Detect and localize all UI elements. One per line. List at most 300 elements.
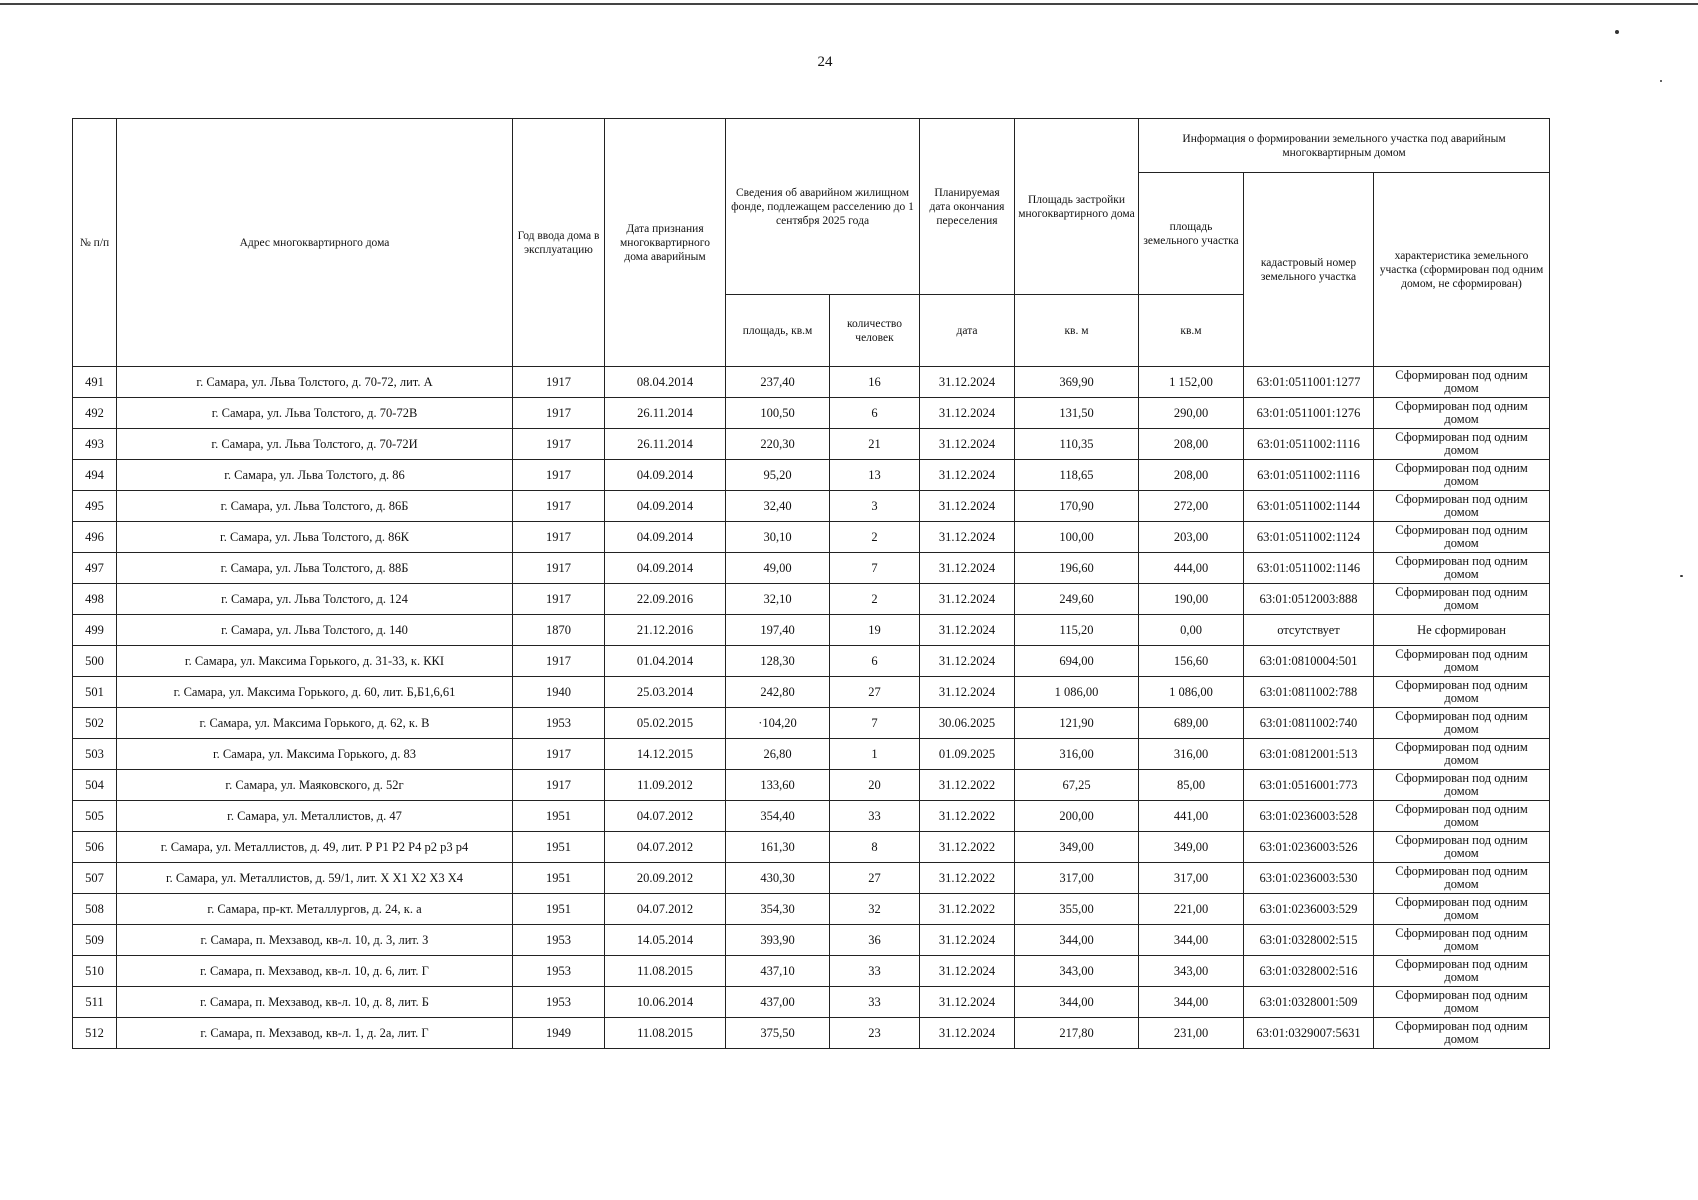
row-land-status bbox=[1374, 367, 1550, 398]
row-building-area: 343,00 bbox=[1015, 956, 1139, 987]
row-recognized-date: 04.07.2012 bbox=[605, 832, 726, 863]
row-building-area: 121,90 bbox=[1015, 708, 1139, 739]
header-land-info: Информация о формировании земельного участка под аварийным многоквартирным домом bbox=[1139, 119, 1550, 173]
row-land-status-text: Сформирован под одним bbox=[1395, 523, 1528, 537]
row-land-status-text: Сформирован под одним bbox=[1395, 399, 1528, 413]
row-land-area: 156,60 bbox=[1139, 646, 1244, 677]
row-land-status bbox=[1374, 615, 1550, 646]
row-number: 511 bbox=[73, 987, 117, 1018]
scan-speck bbox=[1680, 575, 1683, 577]
header-address: Адрес многоквартирного дома bbox=[117, 119, 513, 367]
row-people: 6 bbox=[830, 646, 920, 677]
row-address: г. Самара, ул. Льва Толстого, д. 124 bbox=[117, 584, 513, 615]
table-row bbox=[73, 801, 1550, 832]
header-building-area-unit: кв. м bbox=[1015, 295, 1139, 367]
row-land-status-text: Не сформирован bbox=[1417, 622, 1506, 637]
row-address: г. Самара, ул. Льва Толстого, д. 86 bbox=[117, 460, 513, 491]
row-year: 1951 bbox=[513, 863, 605, 894]
row-land-status-text: Сформирован под одним bbox=[1395, 492, 1528, 506]
row-number: 502 bbox=[73, 708, 117, 739]
row-address: г. Самара, ул. Металлистов, д. 49, лит. Р Р1 Р2 Р4 р2 р3 р4 bbox=[117, 832, 513, 863]
row-area: 95,20 bbox=[726, 460, 830, 491]
row-people: 3 bbox=[830, 491, 920, 522]
row-area: 220,30 bbox=[726, 429, 830, 460]
row-end-date: 01.09.2025 bbox=[920, 739, 1015, 770]
row-address: г. Самара, ул. Льва Толстого, д. 86Б bbox=[117, 491, 513, 522]
row-cadastral: 63:01:0511002:1124 bbox=[1244, 522, 1374, 553]
row-land-area: 1 086,00 bbox=[1139, 677, 1244, 708]
row-year: 1917 bbox=[513, 584, 605, 615]
row-land-status-text: домом bbox=[1444, 846, 1479, 860]
row-land-area: 208,00 bbox=[1139, 429, 1244, 460]
row-area: 237,40 bbox=[726, 367, 830, 398]
row-number: 498 bbox=[73, 584, 117, 615]
row-address: г. Самара, ул. Льва Толстого, д. 140 bbox=[117, 615, 513, 646]
row-land-area: 317,00 bbox=[1139, 863, 1244, 894]
row-number: 497 bbox=[73, 553, 117, 584]
table-row bbox=[73, 956, 1550, 987]
row-area: 375,50 bbox=[726, 1018, 830, 1049]
row-building-area: 316,00 bbox=[1015, 739, 1139, 770]
row-land-status bbox=[1374, 398, 1550, 429]
row-recognized-date: 14.12.2015 bbox=[605, 739, 726, 770]
row-area: 430,30 bbox=[726, 863, 830, 894]
row-land-status-text: домом bbox=[1444, 784, 1479, 798]
row-recognized-date: 11.08.2015 bbox=[605, 1018, 726, 1049]
row-year: 1870 bbox=[513, 615, 605, 646]
row-recognized-date: 04.09.2014 bbox=[605, 553, 726, 584]
row-address: г. Самара, п. Мехзавод, кв-л. 10, д. 6, лит. Г bbox=[117, 956, 513, 987]
row-cadastral: 63:01:0516001:773 bbox=[1244, 770, 1374, 801]
row-building-area: 200,00 bbox=[1015, 801, 1139, 832]
table-row bbox=[73, 491, 1550, 522]
row-cadastral: 63:01:0811002:788 bbox=[1244, 677, 1374, 708]
row-cadastral: 63:01:0236003:526 bbox=[1244, 832, 1374, 863]
row-land-area: 231,00 bbox=[1139, 1018, 1244, 1049]
row-cadastral: 63:01:0511002:1146 bbox=[1244, 553, 1374, 584]
row-cadastral: 63:01:0511001:1276 bbox=[1244, 398, 1374, 429]
row-number: 504 bbox=[73, 770, 117, 801]
row-cadastral: 63:01:0328001:509 bbox=[1244, 987, 1374, 1018]
row-cadastral: 63:01:0329007:5631 bbox=[1244, 1018, 1374, 1049]
row-building-area: 344,00 bbox=[1015, 987, 1139, 1018]
table-row bbox=[73, 708, 1550, 739]
row-people: 23 bbox=[830, 1018, 920, 1049]
row-land-status-text: домом bbox=[1444, 877, 1479, 891]
row-land-status-text: домом bbox=[1444, 443, 1479, 457]
row-address: г. Самара, п. Мехзавод, кв-л. 10, д. 3, лит. З bbox=[117, 925, 513, 956]
row-people: 16 bbox=[830, 367, 920, 398]
row-number: 512 bbox=[73, 1018, 117, 1049]
row-number: 491 bbox=[73, 367, 117, 398]
row-area: 128,30 bbox=[726, 646, 830, 677]
row-land-area: 344,00 bbox=[1139, 925, 1244, 956]
header-cadastral: кадастровый номер земельного участка bbox=[1244, 173, 1374, 367]
row-land-status-text: Сформирован под одним bbox=[1395, 430, 1528, 444]
row-cadastral: 63:01:0236003:529 bbox=[1244, 894, 1374, 925]
row-number: 492 bbox=[73, 398, 117, 429]
row-recognized-date: 04.09.2014 bbox=[605, 460, 726, 491]
row-address: г. Самара, ул. Максима Горького, д. 62, к. В bbox=[117, 708, 513, 739]
row-land-status-text: домом bbox=[1444, 412, 1479, 426]
row-area: 354,40 bbox=[726, 801, 830, 832]
row-land-status-text: Сформирован под одним bbox=[1395, 740, 1528, 754]
row-land-area: 221,00 bbox=[1139, 894, 1244, 925]
row-land-status bbox=[1374, 646, 1550, 677]
row-people: 27 bbox=[830, 677, 920, 708]
row-building-area: 355,00 bbox=[1015, 894, 1139, 925]
row-area: 100,50 bbox=[726, 398, 830, 429]
row-number: 507 bbox=[73, 863, 117, 894]
row-end-date: 31.12.2024 bbox=[920, 987, 1015, 1018]
row-address: г. Самара, ул. Металлистов, д. 47 bbox=[117, 801, 513, 832]
row-building-area: 196,60 bbox=[1015, 553, 1139, 584]
row-recognized-date: 04.09.2014 bbox=[605, 491, 726, 522]
row-people: 19 bbox=[830, 615, 920, 646]
table-row bbox=[73, 1018, 1550, 1049]
page-number: 24 bbox=[817, 54, 833, 70]
row-people: 33 bbox=[830, 801, 920, 832]
row-land-status bbox=[1374, 863, 1550, 894]
row-land-status-text: домом bbox=[1444, 1032, 1479, 1046]
row-address: г. Самара, пр-кт. Металлургов, д. 24, к. а bbox=[117, 894, 513, 925]
row-land-status bbox=[1374, 522, 1550, 553]
header-land-area-unit: кв.м bbox=[1139, 295, 1244, 367]
row-land-status-text: Сформирован под одним bbox=[1395, 988, 1528, 1002]
row-recognized-date: 08.04.2014 bbox=[605, 367, 726, 398]
row-land-area: 1 152,00 bbox=[1139, 367, 1244, 398]
row-land-area: 0,00 bbox=[1139, 615, 1244, 646]
row-cadastral: 63:01:0511002:1116 bbox=[1244, 429, 1374, 460]
row-number: 506 bbox=[73, 832, 117, 863]
row-recognized-date: 26.11.2014 bbox=[605, 398, 726, 429]
row-recognized-date: 04.09.2014 bbox=[605, 522, 726, 553]
row-building-area: 694,00 bbox=[1015, 646, 1139, 677]
row-land-status bbox=[1374, 1018, 1550, 1049]
header-date: дата bbox=[920, 295, 1015, 367]
row-people: 2 bbox=[830, 584, 920, 615]
row-year: 1917 bbox=[513, 460, 605, 491]
row-land-status-text: домом bbox=[1444, 536, 1479, 550]
row-area: 32,40 bbox=[726, 491, 830, 522]
table-row bbox=[73, 398, 1550, 429]
row-number: 503 bbox=[73, 739, 117, 770]
row-address: г. Самара, ул. Льва Толстого, д. 86К bbox=[117, 522, 513, 553]
table-row bbox=[73, 863, 1550, 894]
row-year: 1953 bbox=[513, 987, 605, 1018]
row-building-area: 131,50 bbox=[1015, 398, 1139, 429]
row-recognized-date: 21.12.2016 bbox=[605, 615, 726, 646]
row-area: 161,30 bbox=[726, 832, 830, 863]
header-fund-info: Сведения об аварийном жилищном фонде, подлежащем расселению до 1 сентября 2025 года bbox=[726, 119, 920, 295]
scan-speck bbox=[1615, 30, 1619, 34]
row-land-area: 290,00 bbox=[1139, 398, 1244, 429]
row-land-status bbox=[1374, 584, 1550, 615]
row-recognized-date: 10.06.2014 bbox=[605, 987, 726, 1018]
row-land-status-text: домом bbox=[1444, 970, 1479, 984]
row-land-status-text: Сформирован под одним bbox=[1395, 678, 1528, 692]
row-land-status bbox=[1374, 894, 1550, 925]
header-land-status: характеристика земельного участка (сформирован под одним домом, не сформирован) bbox=[1374, 173, 1550, 367]
row-cadastral: отсутствует bbox=[1244, 615, 1374, 646]
row-end-date: 31.12.2022 bbox=[920, 770, 1015, 801]
row-recognized-date: 04.07.2012 bbox=[605, 894, 726, 925]
row-land-area: 190,00 bbox=[1139, 584, 1244, 615]
row-land-area: 316,00 bbox=[1139, 739, 1244, 770]
row-number: 499 bbox=[73, 615, 117, 646]
row-end-date: 31.12.2024 bbox=[920, 956, 1015, 987]
row-end-date: 30.06.2025 bbox=[920, 708, 1015, 739]
row-recognized-date: 11.09.2012 bbox=[605, 770, 726, 801]
row-recognized-date: 05.02.2015 bbox=[605, 708, 726, 739]
row-year: 1917 bbox=[513, 429, 605, 460]
emergency-housing-table bbox=[72, 118, 1550, 1049]
row-year: 1953 bbox=[513, 925, 605, 956]
row-number: 500 bbox=[73, 646, 117, 677]
row-area: ·104,20 bbox=[726, 708, 830, 739]
row-land-status bbox=[1374, 956, 1550, 987]
row-area: 133,60 bbox=[726, 770, 830, 801]
row-people: 7 bbox=[830, 553, 920, 584]
row-land-area: 343,00 bbox=[1139, 956, 1244, 987]
table-row bbox=[73, 832, 1550, 863]
row-area: 242,80 bbox=[726, 677, 830, 708]
row-land-status-text: домом bbox=[1444, 598, 1479, 612]
row-number: 493 bbox=[73, 429, 117, 460]
row-land-status-text: Сформирован под одним bbox=[1395, 864, 1528, 878]
row-land-area: 85,00 bbox=[1139, 770, 1244, 801]
row-land-status-text: домом bbox=[1444, 474, 1479, 488]
row-end-date: 31.12.2024 bbox=[920, 460, 1015, 491]
row-year: 1917 bbox=[513, 646, 605, 677]
row-people: 7 bbox=[830, 708, 920, 739]
table-row bbox=[73, 770, 1550, 801]
row-people: 1 bbox=[830, 739, 920, 770]
row-year: 1917 bbox=[513, 739, 605, 770]
row-people: 2 bbox=[830, 522, 920, 553]
row-land-status bbox=[1374, 491, 1550, 522]
row-end-date: 31.12.2024 bbox=[920, 491, 1015, 522]
row-end-date: 31.12.2022 bbox=[920, 832, 1015, 863]
row-address: г. Самара, ул. Льва Толстого, д. 88Б bbox=[117, 553, 513, 584]
row-land-status-text: Сформирован под одним bbox=[1395, 926, 1528, 940]
header-planned-end: Планируемая дата окончания переселения bbox=[920, 119, 1015, 295]
row-cadastral: 63:01:0236003:528 bbox=[1244, 801, 1374, 832]
row-building-area: 249,60 bbox=[1015, 584, 1139, 615]
row-end-date: 31.12.2024 bbox=[920, 677, 1015, 708]
row-building-area: 67,25 bbox=[1015, 770, 1139, 801]
row-end-date: 31.12.2024 bbox=[920, 398, 1015, 429]
row-end-date: 31.12.2022 bbox=[920, 863, 1015, 894]
row-address: г. Самара, ул. Льва Толстого, д. 70-72В bbox=[117, 398, 513, 429]
row-cadastral: 63:01:0811002:740 bbox=[1244, 708, 1374, 739]
table-row bbox=[73, 615, 1550, 646]
row-recognized-date: 20.09.2012 bbox=[605, 863, 726, 894]
row-land-status-text: Сформирован под одним bbox=[1395, 585, 1528, 599]
row-land-status bbox=[1374, 770, 1550, 801]
table-row bbox=[73, 894, 1550, 925]
table-row bbox=[73, 584, 1550, 615]
row-cadastral: 63:01:0511002:1144 bbox=[1244, 491, 1374, 522]
row-building-area: 110,35 bbox=[1015, 429, 1139, 460]
table-row bbox=[73, 460, 1550, 491]
row-land-status-text: домом bbox=[1444, 381, 1479, 395]
row-end-date: 31.12.2024 bbox=[920, 553, 1015, 584]
row-number: 508 bbox=[73, 894, 117, 925]
row-building-area: 118,65 bbox=[1015, 460, 1139, 491]
row-year: 1951 bbox=[513, 894, 605, 925]
row-area: 354,30 bbox=[726, 894, 830, 925]
row-year: 1949 bbox=[513, 1018, 605, 1049]
row-land-area: 272,00 bbox=[1139, 491, 1244, 522]
row-number: 494 bbox=[73, 460, 117, 491]
row-land-area: 349,00 bbox=[1139, 832, 1244, 863]
row-area: 437,10 bbox=[726, 956, 830, 987]
row-land-status-text: Сформирован под одним bbox=[1395, 771, 1528, 785]
row-area: 32,10 bbox=[726, 584, 830, 615]
row-building-area: 369,90 bbox=[1015, 367, 1139, 398]
row-area: 393,90 bbox=[726, 925, 830, 956]
row-number: 505 bbox=[73, 801, 117, 832]
row-land-status bbox=[1374, 708, 1550, 739]
row-people: 33 bbox=[830, 956, 920, 987]
row-land-status-text: Сформирован под одним bbox=[1395, 802, 1528, 816]
row-people: 13 bbox=[830, 460, 920, 491]
row-cadastral: 63:01:0511001:1277 bbox=[1244, 367, 1374, 398]
row-land-status-text: домом bbox=[1444, 567, 1479, 581]
row-land-status-text: Сформирован под одним bbox=[1395, 957, 1528, 971]
row-land-status-text: домом bbox=[1444, 1001, 1479, 1015]
row-cadastral: 63:01:0328002:515 bbox=[1244, 925, 1374, 956]
row-year: 1951 bbox=[513, 801, 605, 832]
header-people-count: количество человек bbox=[830, 295, 920, 367]
scan-speck bbox=[1660, 80, 1662, 82]
row-cadastral: 63:01:0512003:888 bbox=[1244, 584, 1374, 615]
row-recognized-date: 26.11.2014 bbox=[605, 429, 726, 460]
row-people: 8 bbox=[830, 832, 920, 863]
row-year: 1917 bbox=[513, 770, 605, 801]
row-people: 27 bbox=[830, 863, 920, 894]
table-row bbox=[73, 429, 1550, 460]
table-row bbox=[73, 646, 1550, 677]
row-end-date: 31.12.2024 bbox=[920, 615, 1015, 646]
row-land-status-text: домом bbox=[1444, 660, 1479, 674]
row-end-date: 31.12.2022 bbox=[920, 801, 1015, 832]
row-land-status-text: домом bbox=[1444, 722, 1479, 736]
row-number: 495 bbox=[73, 491, 117, 522]
row-building-area: 1 086,00 bbox=[1015, 677, 1139, 708]
row-end-date: 31.12.2024 bbox=[920, 1018, 1015, 1049]
row-people: 32 bbox=[830, 894, 920, 925]
row-end-date: 31.12.2024 bbox=[920, 522, 1015, 553]
row-end-date: 31.12.2024 bbox=[920, 646, 1015, 677]
row-land-status-text: домом bbox=[1444, 815, 1479, 829]
row-recognized-date: 25.03.2014 bbox=[605, 677, 726, 708]
row-land-status bbox=[1374, 460, 1550, 491]
row-cadastral: 63:01:0810004:501 bbox=[1244, 646, 1374, 677]
row-land-status-text: домом bbox=[1444, 691, 1479, 705]
scan-edge-line bbox=[0, 3, 1698, 5]
row-number: 501 bbox=[73, 677, 117, 708]
row-land-status-text: Сформирован под одним bbox=[1395, 554, 1528, 568]
row-building-area: 317,00 bbox=[1015, 863, 1139, 894]
row-people: 33 bbox=[830, 987, 920, 1018]
row-year: 1953 bbox=[513, 956, 605, 987]
row-address: г. Самара, ул. Металлистов, д. 59/1, лит. Х Х1 Х2 Х3 Х4 bbox=[117, 863, 513, 894]
row-address: г. Самара, ул. Маяковского, д. 52г bbox=[117, 770, 513, 801]
row-recognized-date: 11.08.2015 bbox=[605, 956, 726, 987]
row-building-area: 170,90 bbox=[1015, 491, 1139, 522]
row-land-status bbox=[1374, 987, 1550, 1018]
row-number: 496 bbox=[73, 522, 117, 553]
table-row bbox=[73, 739, 1550, 770]
row-address: г. Самара, ул. Льва Толстого, д. 70-72, лит. А bbox=[117, 367, 513, 398]
row-land-status-text: домом bbox=[1444, 939, 1479, 953]
row-people: 36 bbox=[830, 925, 920, 956]
row-land-status bbox=[1374, 832, 1550, 863]
row-land-status bbox=[1374, 739, 1550, 770]
row-building-area: 349,00 bbox=[1015, 832, 1139, 863]
row-year: 1917 bbox=[513, 553, 605, 584]
header-area-sqm: площадь, кв.м bbox=[726, 295, 830, 367]
row-area: 30,10 bbox=[726, 522, 830, 553]
row-land-status bbox=[1374, 925, 1550, 956]
row-cadastral: 63:01:0328002:516 bbox=[1244, 956, 1374, 987]
row-land-status-text: домом bbox=[1444, 505, 1479, 519]
row-year: 1917 bbox=[513, 398, 605, 429]
row-end-date: 31.12.2024 bbox=[920, 584, 1015, 615]
row-building-area: 217,80 bbox=[1015, 1018, 1139, 1049]
header-year: Год ввода дома в эксплуатацию bbox=[513, 119, 605, 367]
row-land-status bbox=[1374, 553, 1550, 584]
table-body bbox=[73, 367, 1550, 1049]
header-land-area: площадь земельного участка bbox=[1139, 173, 1244, 295]
header-building-area: Площадь застройки многоквартирного дома bbox=[1015, 119, 1139, 295]
row-land-status bbox=[1374, 429, 1550, 460]
row-building-area: 115,20 bbox=[1015, 615, 1139, 646]
row-recognized-date: 04.07.2012 bbox=[605, 801, 726, 832]
row-land-status-text: Сформирован под одним bbox=[1395, 368, 1528, 382]
row-recognized-date: 14.05.2014 bbox=[605, 925, 726, 956]
row-year: 1917 bbox=[513, 491, 605, 522]
row-address: г. Самара, ул. Льва Толстого, д. 70-72И bbox=[117, 429, 513, 460]
table-row bbox=[73, 553, 1550, 584]
row-end-date: 31.12.2022 bbox=[920, 894, 1015, 925]
row-cadastral: 63:01:0236003:530 bbox=[1244, 863, 1374, 894]
row-building-area: 100,00 bbox=[1015, 522, 1139, 553]
row-land-status-text: домом bbox=[1444, 753, 1479, 767]
row-address: г. Самара, ул. Максима Горького, д. 31-33, к. ККI bbox=[117, 646, 513, 677]
row-cadastral: 63:01:0511002:1116 bbox=[1244, 460, 1374, 491]
table-row bbox=[73, 925, 1550, 956]
row-end-date: 31.12.2024 bbox=[920, 429, 1015, 460]
table-row bbox=[73, 367, 1550, 398]
row-land-area: 203,00 bbox=[1139, 522, 1244, 553]
row-land-status-text: Сформирован под одним bbox=[1395, 833, 1528, 847]
row-land-area: 444,00 bbox=[1139, 553, 1244, 584]
row-land-status-text: Сформирован под одним bbox=[1395, 895, 1528, 909]
row-end-date: 31.12.2024 bbox=[920, 367, 1015, 398]
row-year: 1940 bbox=[513, 677, 605, 708]
row-end-date: 31.12.2024 bbox=[920, 925, 1015, 956]
row-year: 1917 bbox=[513, 367, 605, 398]
row-land-area: 344,00 bbox=[1139, 987, 1244, 1018]
row-year: 1953 bbox=[513, 708, 605, 739]
row-address: г. Самара, ул. Максима Горького, д. 60, лит. Б,Б1,6,61 bbox=[117, 677, 513, 708]
row-land-area: 441,00 bbox=[1139, 801, 1244, 832]
row-address: г. Самара, ул. Максима Горького, д. 83 bbox=[117, 739, 513, 770]
table-row bbox=[73, 677, 1550, 708]
